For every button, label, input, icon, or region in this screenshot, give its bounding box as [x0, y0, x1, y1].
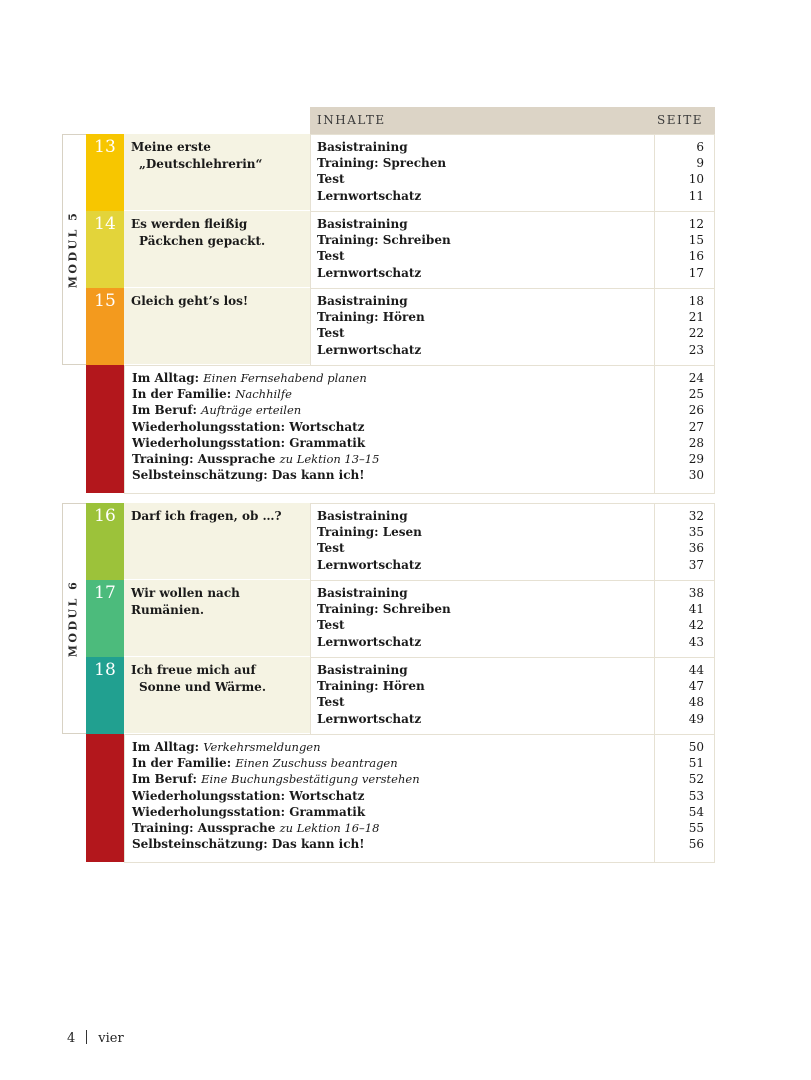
- lesson-title: [124, 503, 310, 525]
- extras-item-title: Wiederholungsstation: Grammatik: [132, 435, 366, 450]
- page-number-entry[interactable]: 52: [688, 772, 704, 787]
- lesson-contents-list: [311, 504, 654, 573]
- contents-item[interactable]: Test: [317, 695, 345, 710]
- lesson-color-bar: [86, 657, 124, 734]
- extras-item[interactable]: [132, 370, 654, 386]
- lesson-color-bar: [86, 580, 124, 657]
- module-label-text: MODUL 6: [66, 579, 80, 658]
- contents-item[interactable]: Basistraining: [317, 586, 408, 600]
- extras-item-subtitle: zu Lektion 16–18: [279, 821, 380, 836]
- page-number-entry[interactable]: 51: [688, 756, 704, 771]
- extras-item-title: Wiederholungsstation: Wortschatz: [132, 788, 365, 803]
- contents-item[interactable]: Lernwortschatz: [317, 711, 422, 726]
- lesson-pages-list: [655, 504, 714, 573]
- page-number-entry[interactable]: 9: [696, 156, 704, 171]
- module-label: [62, 134, 84, 365]
- contents-item[interactable]: Lernwortschatz: [317, 634, 422, 649]
- lesson-color-bar: [86, 211, 124, 288]
- lesson-contents-cell: [310, 503, 654, 580]
- lesson-title-cell: [124, 580, 310, 657]
- extras-item[interactable]: [132, 836, 654, 852]
- extras-item-subtitle: Einen Zuschuss beantragen: [235, 756, 398, 771]
- lesson-contents-cell: [310, 288, 654, 365]
- page-number-entry[interactable]: 32: [688, 509, 704, 523]
- lesson-number: 13: [94, 137, 116, 157]
- contents-item[interactable]: Test: [317, 618, 345, 633]
- page-number-entry[interactable]: 28: [688, 435, 704, 450]
- extras-item[interactable]: [132, 451, 654, 467]
- page-number-entry[interactable]: 10: [688, 172, 704, 187]
- extras-contents-list: [125, 735, 654, 852]
- extras-pages-list: [655, 366, 714, 483]
- page-number-entry[interactable]: 21: [688, 310, 704, 325]
- lesson-contents-list: [311, 289, 654, 358]
- lesson-number: 14: [94, 214, 116, 234]
- extras-item-title: Im Alltag:: [132, 740, 200, 754]
- contents-item[interactable]: Lernwortschatz: [317, 265, 422, 280]
- lesson-pages-list: [655, 581, 714, 650]
- extras-item[interactable]: [132, 402, 654, 418]
- contents-item[interactable]: Training: Sprechen: [317, 156, 447, 171]
- extras-item-title: Wiederholungsstation: Wortschatz: [132, 419, 365, 434]
- extras-item[interactable]: [132, 435, 654, 451]
- extras-item-title: In der Familie:: [132, 387, 232, 402]
- lesson-contents-list: [311, 212, 654, 281]
- extras-item[interactable]: [132, 467, 654, 483]
- extras-item[interactable]: [132, 788, 654, 804]
- lesson-pages-cell: [654, 134, 715, 211]
- lesson-pages-cell: [654, 288, 715, 365]
- lesson-contents-cell: [310, 580, 654, 657]
- extras-pages-cell: [654, 365, 715, 493]
- lesson-title-line: Es werden fleißig: [131, 217, 248, 231]
- page-footer: [67, 1030, 124, 1046]
- extras-item-subtitle: Einen Fernsehabend planen: [203, 371, 367, 385]
- module-bottom-rule: [124, 862, 715, 863]
- contents-item[interactable]: Training: Schreiben: [317, 602, 451, 617]
- lesson-title-line: Meine erste: [131, 140, 211, 154]
- extras-item[interactable]: [132, 386, 654, 402]
- page-number-entry[interactable]: 35: [688, 525, 704, 540]
- lesson-title: [124, 211, 310, 250]
- lesson-title-cell: [124, 657, 310, 734]
- lesson-contents-cell: [310, 657, 654, 734]
- extras-item[interactable]: [132, 755, 654, 771]
- extras-item-title: Selbsteinschätzung: Das kann ich!: [132, 837, 365, 852]
- page-number-entry[interactable]: 44: [688, 663, 704, 677]
- page-number-entry[interactable]: 55: [688, 821, 704, 836]
- contents-item[interactable]: Training: Hören: [317, 310, 425, 325]
- lesson-color-bar: [86, 134, 124, 211]
- extras-item[interactable]: [132, 804, 654, 820]
- lesson-title: [124, 134, 310, 173]
- page-number-entry[interactable]: 50: [688, 740, 704, 754]
- extras-item-title: Wiederholungsstation: Grammatik: [132, 804, 366, 819]
- page-number-entry[interactable]: 16: [688, 249, 704, 264]
- extras-pages-cell: [654, 734, 715, 862]
- extras-item[interactable]: [132, 419, 654, 435]
- page-number-entry[interactable]: 37: [688, 557, 704, 572]
- extras-item[interactable]: [132, 820, 654, 836]
- lesson-contents-cell: [310, 134, 654, 211]
- contents-item[interactable]: Training: Schreiben: [317, 233, 451, 248]
- extras-item[interactable]: [132, 771, 654, 787]
- page-number-entry[interactable]: 42: [688, 618, 704, 633]
- lesson-title-line: Wir wollen nach Rumänien.: [131, 586, 240, 617]
- page-number-entry[interactable]: 38: [688, 586, 704, 600]
- page-number-entry[interactable]: 12: [688, 217, 704, 231]
- extras-color-bar: [86, 734, 124, 862]
- extras-contents-cell: [124, 365, 654, 493]
- contents-item[interactable]: Basistraining: [317, 663, 408, 677]
- page-number-entry[interactable]: 18: [688, 294, 704, 308]
- lesson-title-cell: [124, 134, 310, 211]
- extras-item[interactable]: [132, 739, 654, 755]
- page-number-entry[interactable]: 25: [688, 387, 704, 402]
- page-number-entry[interactable]: 17: [688, 265, 704, 280]
- extras-item-title: Im Alltag:: [132, 371, 200, 385]
- extras-item-title: Im Beruf:: [132, 403, 197, 418]
- extras-item-title: Im Beruf:: [132, 772, 197, 787]
- contents-item[interactable]: Lernwortschatz: [317, 188, 422, 203]
- contents-item[interactable]: Basistraining: [317, 294, 408, 308]
- lesson-title-line: „Deutschlehrerin“: [139, 157, 263, 171]
- module-label-text: MODUL 5: [66, 210, 80, 289]
- header-page-label: SEITE: [657, 113, 703, 127]
- page-number-entry[interactable]: 49: [688, 711, 704, 726]
- page-number-entry[interactable]: 48: [688, 695, 704, 710]
- page-number-entry[interactable]: 22: [688, 326, 704, 341]
- lesson-title-cell: [124, 288, 310, 365]
- lesson-title-line: Ich freue mich auf: [131, 663, 256, 677]
- lesson-pages-list: [655, 289, 714, 358]
- lesson-title-line: Darf ich fragen, ob …?: [131, 509, 282, 523]
- lesson-number: 16: [94, 506, 116, 526]
- extras-item-subtitle: zu Lektion 13–15: [279, 452, 380, 467]
- lesson-pages-list: [655, 212, 714, 281]
- lesson-number: 17: [94, 583, 116, 603]
- lesson-pages-cell: [654, 657, 715, 734]
- contents-item[interactable]: Lernwortschatz: [317, 342, 422, 357]
- lesson-pages-list: [655, 658, 714, 727]
- lesson-pages-cell: [654, 580, 715, 657]
- extras-item-title: Selbsteinschätzung: Das kann ich!: [132, 468, 365, 483]
- contents-item[interactable]: Basistraining: [317, 217, 408, 231]
- footer-separator: [86, 1030, 87, 1044]
- extras-pages-list: [655, 735, 714, 852]
- module-label: [62, 503, 84, 734]
- lesson-number: 18: [94, 660, 116, 680]
- contents-item[interactable]: Lernwortschatz: [317, 557, 422, 572]
- extras-color-bar: [86, 365, 124, 493]
- lesson-title: [124, 657, 310, 696]
- contents-item[interactable]: Training: Lesen: [317, 525, 422, 540]
- lesson-title-line: Sonne und Wärme.: [139, 680, 266, 694]
- page-number-entry[interactable]: 27: [688, 419, 704, 434]
- contents-item[interactable]: Test: [317, 326, 345, 341]
- lesson-title: [124, 580, 310, 619]
- extras-contents-list: [125, 366, 654, 483]
- extras-contents-cell: [124, 734, 654, 862]
- lesson-pages-list: [655, 135, 714, 204]
- lesson-pages-cell: [654, 503, 715, 580]
- lesson-contents-list: [311, 135, 654, 204]
- lesson-number: 15: [94, 291, 116, 311]
- page-number-entry[interactable]: 56: [688, 837, 704, 852]
- page-number-entry[interactable]: 53: [688, 788, 704, 803]
- lesson-title-line: Päckchen gepackt.: [139, 234, 266, 248]
- page-number-entry[interactable]: 24: [688, 371, 704, 385]
- page-number-entry[interactable]: 36: [688, 541, 704, 556]
- extras-item-title: Training: Aussprache: [132, 452, 276, 467]
- page-number: 4: [67, 1031, 76, 1046]
- extras-item-subtitle: Verkehrsmeldungen: [203, 740, 321, 754]
- page-number-entry[interactable]: 26: [688, 403, 704, 418]
- contents-item[interactable]: Test: [317, 172, 345, 187]
- page-number-entry[interactable]: 47: [688, 679, 704, 694]
- lesson-contents-list: [311, 658, 654, 727]
- lesson-title-cell: [124, 503, 310, 580]
- extras-item-subtitle: Eine Buchungsbestätigung verstehen: [201, 772, 420, 787]
- page-number-entry[interactable]: 15: [688, 233, 704, 248]
- page-number-entry[interactable]: 41: [688, 602, 704, 617]
- page-number-entry[interactable]: 6: [696, 140, 704, 154]
- page-number-entry[interactable]: 54: [688, 804, 704, 819]
- page-word: vier: [98, 1031, 124, 1046]
- contents-item[interactable]: Basistraining: [317, 509, 408, 523]
- extras-item-subtitle: Nachhilfe: [235, 387, 292, 402]
- lesson-pages-cell: [654, 211, 715, 288]
- lesson-title: [124, 288, 310, 310]
- contents-item[interactable]: Training: Hören: [317, 679, 425, 694]
- extras-item-subtitle: Aufträge erteilen: [201, 403, 302, 418]
- extras-item-title: In der Familie:: [132, 756, 232, 771]
- contents-item[interactable]: Basistraining: [317, 140, 408, 154]
- table-header-contents: [310, 107, 654, 134]
- contents-item[interactable]: Test: [317, 541, 345, 556]
- lesson-color-bar: [86, 503, 124, 580]
- page-number-entry[interactable]: 43: [688, 634, 704, 649]
- lesson-contents-list: [311, 581, 654, 650]
- header-contents-label: INHALTE: [317, 113, 386, 127]
- page-number-entry[interactable]: 23: [688, 342, 704, 357]
- lesson-title-cell: [124, 211, 310, 288]
- lesson-title-line: Gleich geht’s los!: [131, 294, 249, 308]
- lesson-contents-cell: [310, 211, 654, 288]
- page-number-entry[interactable]: 30: [688, 468, 704, 483]
- contents-item[interactable]: Test: [317, 249, 345, 264]
- page-number-entry[interactable]: 11: [688, 188, 704, 203]
- extras-item-title: Training: Aussprache: [132, 821, 276, 836]
- table-header-page: [654, 107, 715, 134]
- page-number-entry[interactable]: 29: [688, 452, 704, 467]
- module-bottom-rule: [124, 493, 715, 494]
- lesson-color-bar: [86, 288, 124, 365]
